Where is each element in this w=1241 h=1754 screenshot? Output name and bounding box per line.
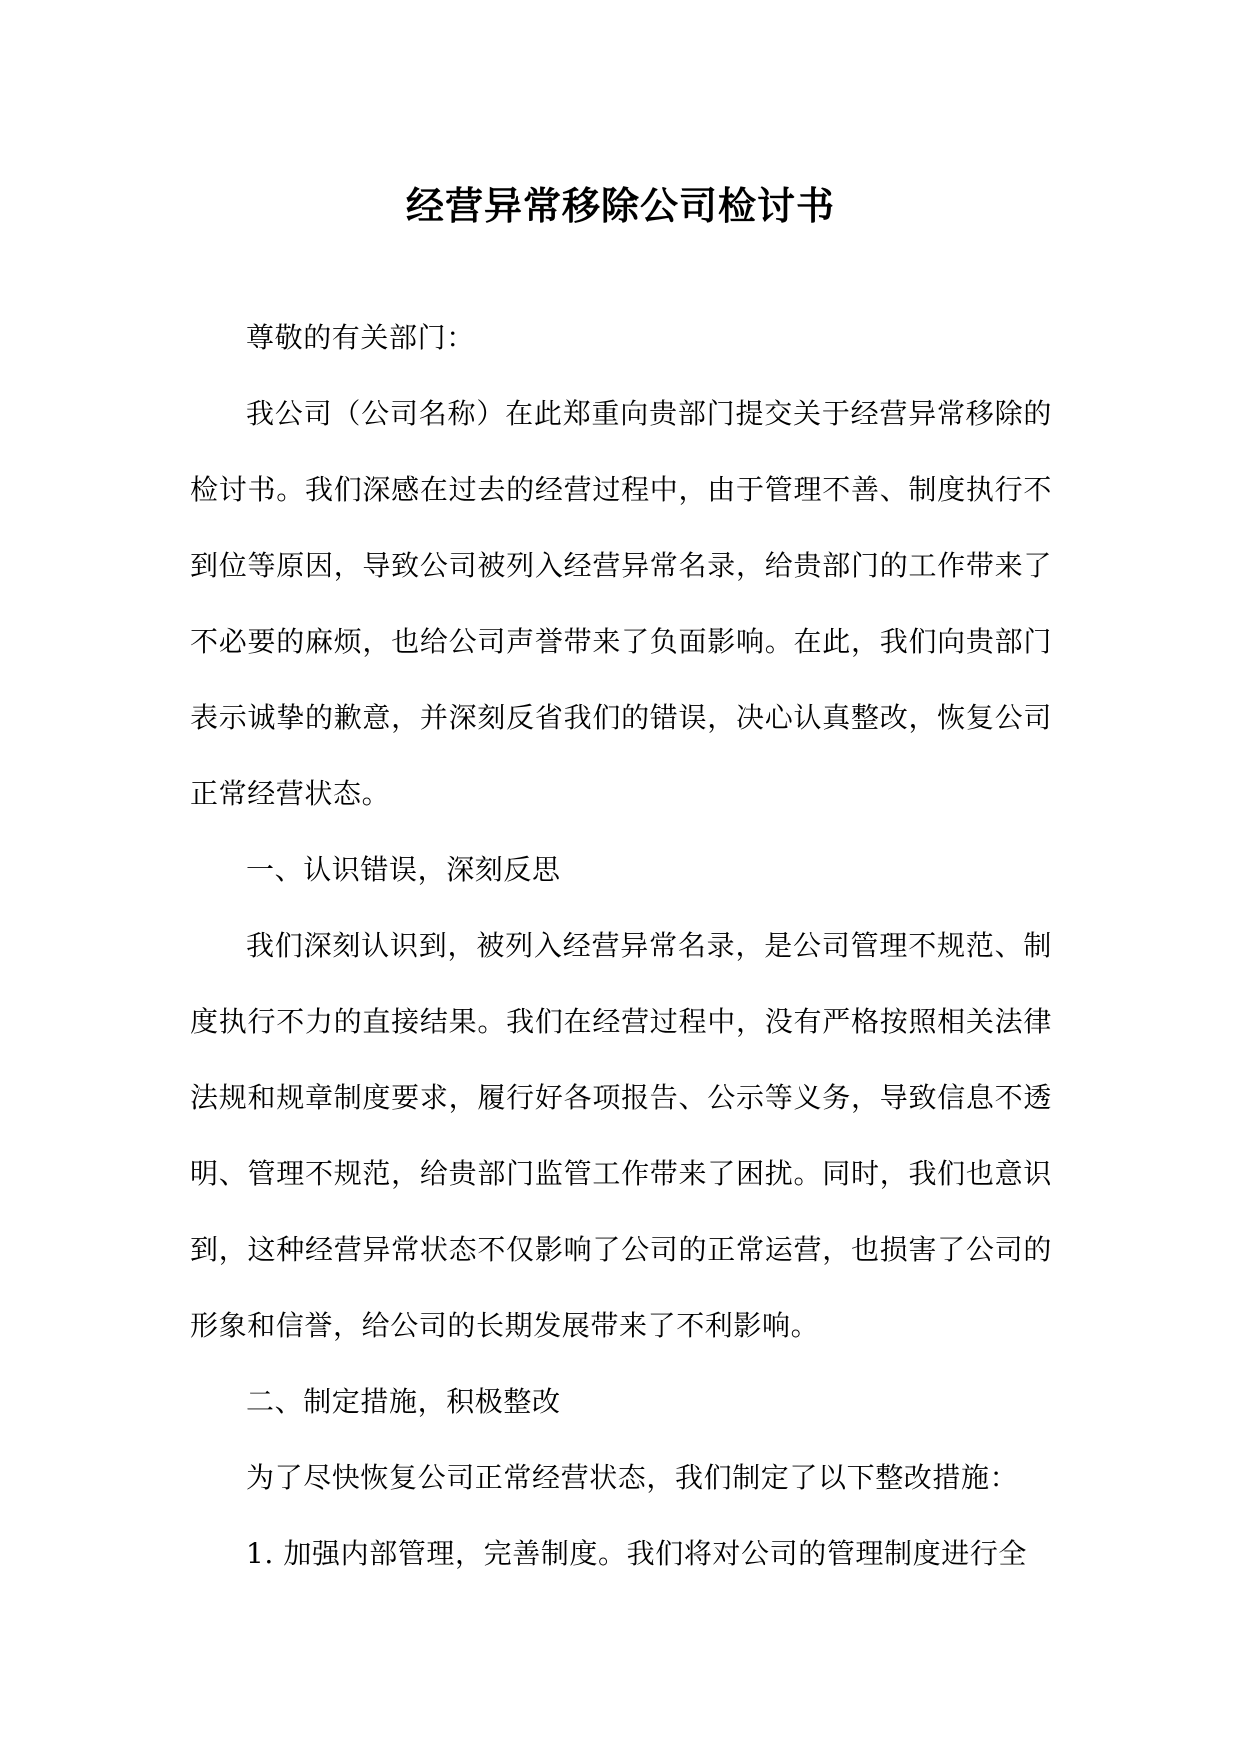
paragraph-intro: 我公司（公司名称）在此郑重向贵部门提交关于经营异常移除的检讨书。我们深感在过去的经营过程中，由于管理不善、制度执行不到位等原因，导致公司被列入经营异常名录，给贵部门的工作带来了不必要的麻烦，也给公司声誉带来了负面影响。在此，我们向贵部门表示诚挚的歉意，并深刻反省我们的错误，决心认真整改，恢复公司正常经营状态。 [190, 397, 1052, 810]
document-body [190, 300, 1052, 1592]
paragraph-measures-intro: 为了尽快恢复公司正常经营状态，我们制定了以下整改措施： [246, 1461, 1019, 1494]
section-heading-1: 一、认识错误，深刻反思 [246, 853, 561, 886]
list-item-1: 1. 加强内部管理，完善制度。我们将对公司的管理制度进行全 [246, 1537, 1028, 1570]
paragraph-reflection: 我们深刻认识到，被列入经营异常名录，是公司管理不规范、制度执行不力的直接结果。我们在经营过程中，没有严格按照相关法律法规和规章制度要求，履行好各项报告、公示等义务，导致信息不透明、管理不规范，给贵部门监管工作带来了困扰。同时，我们也意识到，这种经营异常状态不仅影响了公司的正常运营，也损害了公司的形象和信誉，给公司的长期发展带来了不利影响。 [190, 929, 1052, 1342]
salutation: 尊敬的有关部门： [246, 321, 475, 354]
section-heading-2: 二、制定措施，积极整改 [246, 1385, 561, 1418]
document-title: 经营异常移除公司检讨书 [405, 183, 835, 228]
